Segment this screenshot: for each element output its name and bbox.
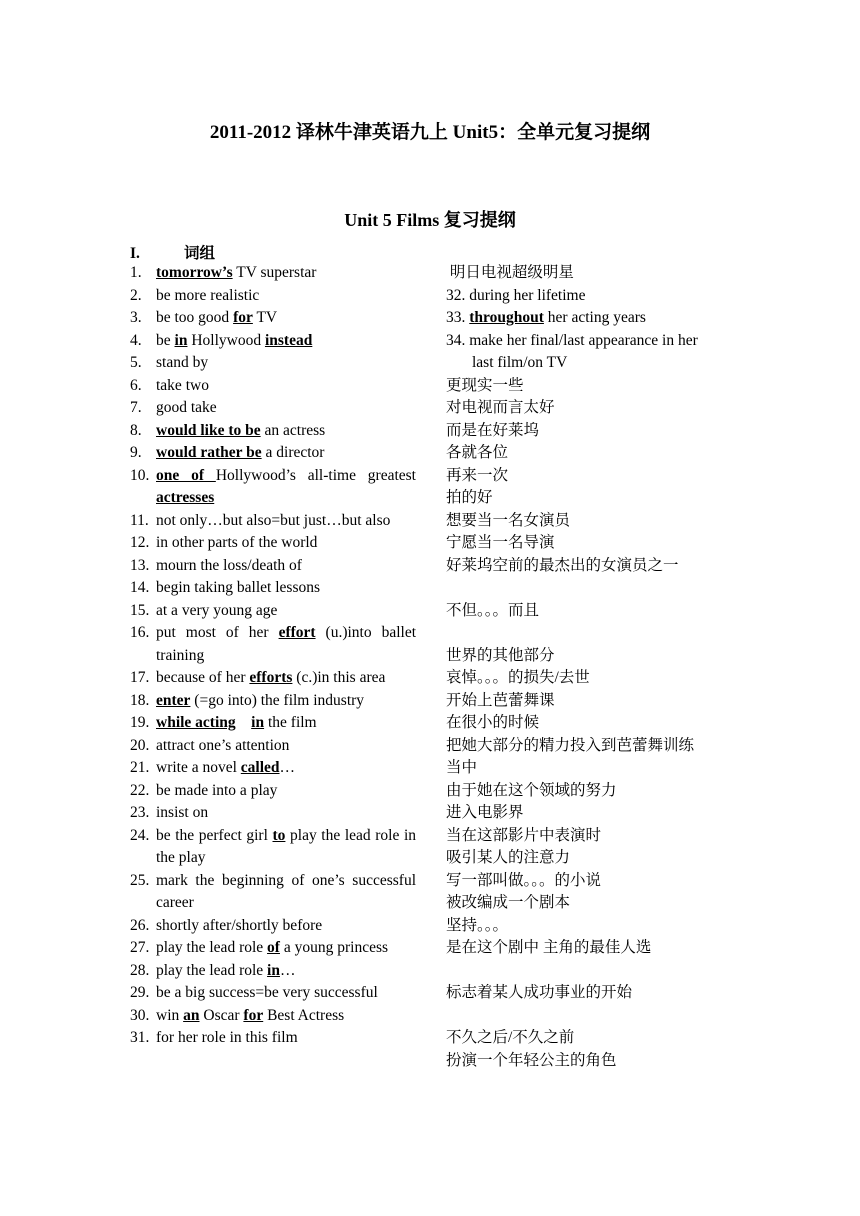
list-item xyxy=(130,352,416,375)
phrase-text: stand by xyxy=(156,354,209,371)
phrase-text: 宁愿当一名导演 xyxy=(446,534,555,551)
translation-line xyxy=(446,735,746,758)
translation-line xyxy=(446,397,746,420)
keyword-emphasis: tomorrow’s xyxy=(156,264,233,281)
phrase-text: because of her xyxy=(156,669,250,686)
item-number: 30. xyxy=(130,1006,150,1024)
item-number: 14. xyxy=(130,579,150,596)
list-item xyxy=(130,622,420,667)
item-number: 23. xyxy=(130,804,150,821)
item-text xyxy=(156,600,416,623)
keyword-emphasis: to xyxy=(272,826,286,844)
keyword-emphasis: effort xyxy=(278,624,316,641)
keyword-emphasis: one of xyxy=(156,466,216,484)
translation-line xyxy=(446,442,746,465)
translation-line xyxy=(446,825,746,848)
translation-line xyxy=(446,375,746,398)
list-item xyxy=(130,802,416,825)
phrase-text: take two xyxy=(156,376,209,394)
section-label: 词组 xyxy=(184,245,216,262)
item-number: 1. xyxy=(130,264,142,281)
phrase-text: 是在这个剧中 主角的最佳人选 xyxy=(446,939,652,956)
phrase-text: 各就各位 xyxy=(446,444,509,461)
list-item xyxy=(130,735,416,758)
item-text xyxy=(156,982,416,1005)
phrase-text: 把她大部分的精力投入到芭蕾舞训练 xyxy=(446,736,695,754)
phrase-text: 33. xyxy=(446,309,470,326)
phrase-text: for her role in this film xyxy=(156,1029,298,1046)
phrase-text: 扮演一个年轻公主的角色 xyxy=(446,1051,617,1069)
keyword-emphasis: for xyxy=(243,1006,264,1024)
section-heading xyxy=(130,241,215,263)
phrase-text: win xyxy=(156,1006,184,1024)
translation-line xyxy=(446,510,746,533)
translation-line xyxy=(446,1050,746,1073)
item-text xyxy=(156,397,416,420)
item-text xyxy=(156,757,416,780)
list-item xyxy=(130,330,416,353)
list-item xyxy=(130,397,416,420)
list-item xyxy=(130,690,416,713)
list-item xyxy=(130,555,416,578)
phrase-text: put most of her xyxy=(156,624,279,641)
phrase-text: begin taking ballet lessons xyxy=(156,579,321,596)
blank-line xyxy=(446,1005,746,1028)
phrase-text: 再来一次 xyxy=(446,466,509,484)
list-item xyxy=(130,600,416,623)
item-text xyxy=(156,915,416,938)
keyword-emphasis: would rather be xyxy=(156,444,262,461)
phrase-text: Oscar xyxy=(199,1006,244,1024)
phrase-text: 明日电视超级明星 xyxy=(446,264,574,281)
item-number: 19. xyxy=(130,714,150,731)
blank-line xyxy=(446,622,746,645)
item-number: 16. xyxy=(130,624,150,641)
list-item xyxy=(130,667,416,690)
phrase-text: (=go into) the film industry xyxy=(190,691,365,709)
item-number: 27. xyxy=(130,939,150,956)
item-number: 7. xyxy=(130,399,142,416)
phrase-text: 坚持。。。 xyxy=(446,916,509,934)
phrase-text: 写一部叫做。。。的小说 xyxy=(446,871,602,889)
item-text xyxy=(156,262,416,285)
item-number: 6. xyxy=(130,376,142,394)
list-item xyxy=(130,577,416,600)
phrase-text: 由于她在这个领域的努力 xyxy=(446,781,617,799)
phrase-list-chinese xyxy=(446,262,746,1072)
keyword-emphasis: of xyxy=(267,939,280,956)
phrase-text: 世界的其他部分 xyxy=(446,646,555,664)
item-number: 25. xyxy=(130,871,150,889)
translation-line xyxy=(446,352,746,375)
item-number: 3. xyxy=(130,309,142,326)
item-text xyxy=(156,1005,416,1028)
item-text xyxy=(156,1027,416,1050)
item-number: 11. xyxy=(130,511,149,529)
phrase-text: 被改编成一个剧本 xyxy=(446,894,571,911)
item-number: 21. xyxy=(130,759,150,776)
blank-line xyxy=(446,577,746,600)
phrase-text: mark the beginning of one’s successful career xyxy=(156,871,420,911)
phrase-text: last film/on TV xyxy=(472,354,568,371)
phrase-text: 不但。。。而且 xyxy=(446,601,540,619)
item-text xyxy=(156,555,416,578)
item-number: 9. xyxy=(130,444,142,461)
item-text xyxy=(156,870,420,915)
translation-line xyxy=(446,780,746,803)
phrase-text: 标志着某人成功事业的开始 xyxy=(446,984,633,1001)
keyword-emphasis: instead xyxy=(264,331,313,349)
phrase-text: 开始上芭蕾舞课 xyxy=(446,691,555,709)
phrase-text: an actress xyxy=(260,421,326,439)
list-item xyxy=(130,532,416,555)
phrase-text: 拍的好 xyxy=(446,489,493,506)
phrase-text: play the lead role in the play xyxy=(156,826,420,866)
phrase-text: not only…but also=but just…but also xyxy=(156,511,391,529)
list-item xyxy=(130,915,416,938)
phrase-text: attract one’s attention xyxy=(156,736,290,754)
item-number: 13. xyxy=(130,556,150,574)
item-text xyxy=(156,960,416,983)
keyword-emphasis: while acting xyxy=(156,714,236,731)
phrase-text: 更现实一些 xyxy=(446,376,524,394)
translation-line xyxy=(446,330,746,353)
phrase-text: 哀悼。。。的损失/去世 xyxy=(446,669,590,686)
translation-line xyxy=(446,307,746,330)
phrase-text: … xyxy=(279,961,296,979)
item-number: 20. xyxy=(130,736,150,754)
keyword-emphasis: actresses xyxy=(156,489,215,506)
list-item xyxy=(130,937,416,960)
phrase-text: 不久之后/不久之前 xyxy=(446,1029,575,1046)
item-text xyxy=(156,532,416,555)
list-item xyxy=(130,1027,416,1050)
item-number: 26. xyxy=(130,916,150,934)
keyword-emphasis: for xyxy=(233,309,253,326)
item-text xyxy=(156,780,416,803)
phrase-text: 进入电影界 xyxy=(446,804,524,821)
item-text xyxy=(156,622,420,667)
keyword-emphasis: would like to be xyxy=(156,421,261,439)
translation-line xyxy=(446,870,746,893)
list-item xyxy=(130,262,416,285)
translation-line xyxy=(446,1027,746,1050)
phrase-text: 当在这部影片中表演时 xyxy=(446,826,602,844)
item-number: 5. xyxy=(130,354,142,371)
phrase-text: 在很小的时候 xyxy=(446,714,540,731)
phrase-text: (c.)in this area xyxy=(292,669,386,686)
item-text xyxy=(156,442,416,465)
phrase-text: Best Actress xyxy=(263,1006,345,1024)
item-text xyxy=(156,667,416,690)
translation-line xyxy=(446,285,746,308)
list-item xyxy=(130,375,416,398)
item-number: 31. xyxy=(130,1029,150,1046)
document-title: 2011-2012 译林牛津英语九上 Unit5：全单元复习提纲 xyxy=(209,122,651,143)
item-text xyxy=(156,735,416,758)
keyword-emphasis: in xyxy=(251,714,265,731)
phrase-text: 而是在好莱坞 xyxy=(446,421,540,439)
item-number: 29. xyxy=(130,984,150,1001)
keyword-emphasis: in xyxy=(267,961,280,979)
item-number: 22. xyxy=(130,781,150,799)
phrase-text: Hollywood’s all-time greatest xyxy=(215,466,420,484)
phrase-text: the film xyxy=(264,714,317,731)
phrase-text: at a very young age xyxy=(156,601,278,619)
phrase-text: 吸引某人的注意力 xyxy=(446,849,571,866)
item-text xyxy=(156,825,420,870)
item-number: 8. xyxy=(130,421,142,439)
list-item xyxy=(130,307,416,330)
translation-line xyxy=(446,915,746,938)
translation-line xyxy=(446,532,746,555)
item-text xyxy=(156,510,416,533)
phrase-text: her acting years xyxy=(543,309,646,326)
phrase-text: in other parts of the world xyxy=(156,534,318,551)
phrase-text: 想要当一名女演员 xyxy=(446,511,571,529)
list-item xyxy=(130,465,420,510)
phrase-text: be made into a play xyxy=(156,781,278,799)
item-text xyxy=(156,285,416,308)
translation-line xyxy=(446,690,746,713)
item-text xyxy=(156,937,416,960)
section-number: I. xyxy=(130,245,140,262)
item-number: 15. xyxy=(130,601,150,619)
phrase-text: be more realistic xyxy=(156,286,260,304)
phrase-text xyxy=(236,714,252,731)
phrase-text: write a novel xyxy=(156,759,241,776)
blank-line xyxy=(446,960,746,983)
phrase-text: 当中 xyxy=(446,759,478,776)
item-number: 10. xyxy=(130,466,150,484)
phrase-text: insist on xyxy=(156,804,209,821)
item-text xyxy=(156,465,420,510)
translation-line xyxy=(446,802,746,825)
list-item xyxy=(130,420,416,443)
translation-line xyxy=(446,420,746,443)
list-item xyxy=(130,1005,416,1028)
phrase-text: be xyxy=(156,331,175,349)
keyword-emphasis: an xyxy=(183,1006,200,1024)
phrase-text: 32. during her lifetime xyxy=(446,286,586,304)
item-number: 4. xyxy=(130,331,142,349)
phrase-text: good take xyxy=(156,399,217,416)
translation-line xyxy=(446,555,746,578)
phrase-text: be a big success=be very successful xyxy=(156,984,378,1001)
phrase-text: a director xyxy=(261,444,325,461)
list-item xyxy=(130,982,416,1005)
item-number: 18. xyxy=(130,691,150,709)
phrase-text: 好莱坞空前的最杰出的女演员之一 xyxy=(446,556,679,574)
item-number: 2. xyxy=(130,286,142,304)
item-number: 17. xyxy=(130,669,150,686)
item-text xyxy=(156,420,416,443)
translation-line xyxy=(446,712,746,735)
document-subtitle: Unit 5 Films 复习提纲 xyxy=(344,210,516,230)
item-text xyxy=(156,352,416,375)
phrase-text: play the lead role xyxy=(156,939,268,956)
item-text xyxy=(156,577,416,600)
item-text xyxy=(156,307,416,330)
keyword-emphasis: in xyxy=(174,331,188,349)
phrase-text: TV xyxy=(252,309,278,326)
phrase-text: shortly after/shortly before xyxy=(156,916,323,934)
translation-line xyxy=(446,892,746,915)
list-item xyxy=(130,825,420,870)
item-text xyxy=(156,375,416,398)
keyword-emphasis: enter xyxy=(156,691,191,709)
list-item xyxy=(130,510,416,533)
phrase-text: play the lead role xyxy=(156,961,268,979)
translation-line xyxy=(446,937,746,960)
keyword-emphasis: throughout xyxy=(469,309,544,326)
phrase-text: be the perfect girl xyxy=(156,826,273,844)
item-text xyxy=(156,802,416,825)
translation-line xyxy=(446,600,746,623)
phrase-text: 34. make her final/last appearance in her xyxy=(446,331,698,349)
phrase-text: a young princess xyxy=(279,939,389,956)
item-number: 12. xyxy=(130,534,150,551)
list-item xyxy=(130,285,416,308)
list-item xyxy=(130,870,420,915)
item-number: 24. xyxy=(130,826,150,844)
translation-line xyxy=(446,645,746,668)
list-item xyxy=(130,712,416,735)
phrase-text: TV superstar xyxy=(232,264,317,281)
item-text xyxy=(156,330,416,353)
keyword-emphasis: called xyxy=(240,759,280,776)
list-item xyxy=(130,780,416,803)
list-item xyxy=(130,960,416,983)
item-text xyxy=(156,712,416,735)
translation-line xyxy=(446,262,746,285)
translation-line xyxy=(446,667,746,690)
phrase-list-english xyxy=(130,262,420,1050)
phrase-text: 对电视而言太好 xyxy=(446,399,555,416)
item-text xyxy=(156,690,416,713)
phrase-text: mourn the loss/death of xyxy=(156,556,302,574)
translation-line xyxy=(446,757,746,780)
phrase-text: … xyxy=(279,759,296,776)
translation-line xyxy=(446,487,746,510)
translation-line xyxy=(446,847,746,870)
list-item xyxy=(130,442,416,465)
translation-line xyxy=(446,465,746,488)
list-item xyxy=(130,757,416,780)
phrase-text: Hollywood xyxy=(187,331,265,349)
phrase-text: be too good xyxy=(156,309,234,326)
keyword-emphasis: efforts xyxy=(249,669,293,686)
item-number: 28. xyxy=(130,961,150,979)
translation-line xyxy=(446,982,746,1005)
phrase-text: (u.)into ballet training xyxy=(156,624,420,664)
